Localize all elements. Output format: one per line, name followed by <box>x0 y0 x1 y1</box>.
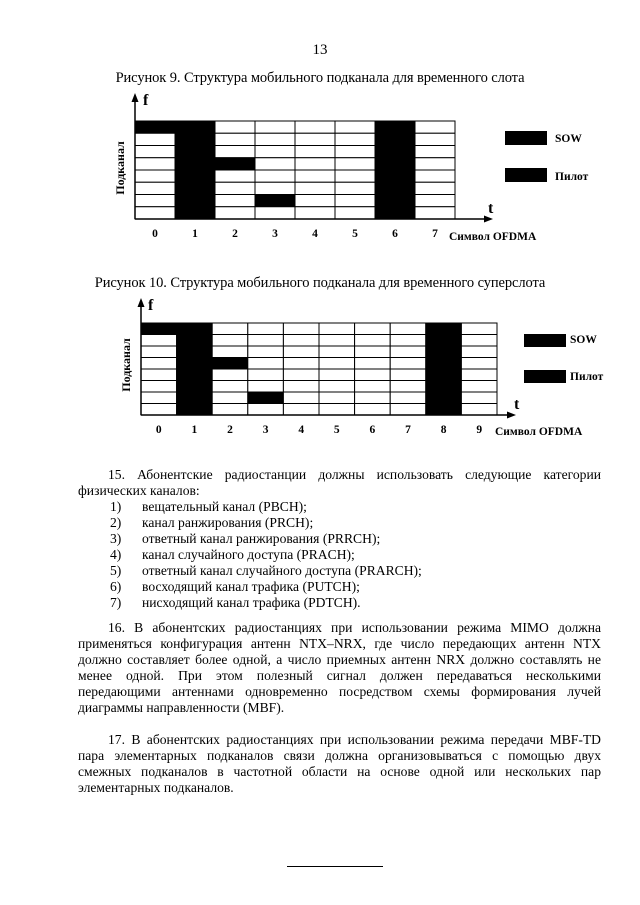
grid-cell <box>355 392 391 404</box>
list-item: 7) нисходящий канал трафика (PDTCH). <box>110 595 361 610</box>
figure10-caption: Рисунок 10. Структура мобильного подканала для временного суперслота <box>94 275 546 291</box>
grid-cell <box>415 158 455 170</box>
filled-cell <box>175 146 215 158</box>
filled-cell <box>248 392 284 404</box>
filled-cell <box>175 182 215 194</box>
grid-cell <box>255 158 295 170</box>
filled-cell <box>375 207 415 219</box>
grid-cell <box>255 121 295 133</box>
grid-cell <box>415 195 455 207</box>
x-tick-label: 6 <box>392 228 398 240</box>
grid-cell <box>141 346 177 358</box>
grid-cell <box>255 170 295 182</box>
figure10-legend-sow-swatch <box>524 334 566 347</box>
paragraph-16: 16. В абонентских радиостанциях при использовании режима MIMO должна применяться конфигурация антенн NTX–NRX, где число передающих антенн NTX должно составляет более одной, а число приемных антенн NRX должно составлять не менее одной. При этом полезный сигнал должен передаваться несколькими передающими антеннами одновременно посредством схемы формирования лучей диаграммы направленности (MBF). <box>78 620 601 715</box>
grid-cell <box>355 323 391 335</box>
grid-cell <box>335 207 375 219</box>
filled-cell <box>177 323 213 335</box>
grid-cell <box>335 158 375 170</box>
grid-cell <box>255 146 295 158</box>
grid-cell <box>335 170 375 182</box>
filled-cell <box>426 369 462 381</box>
grid-cell <box>215 170 255 182</box>
grid-cell <box>461 381 497 393</box>
grid-cell <box>461 369 497 381</box>
figure9-y-axis-letter: f <box>143 92 149 109</box>
list-item: 3) ответный канал ранжирования (PRRCH); <box>110 531 381 546</box>
filled-cell <box>426 381 462 393</box>
filled-cell <box>135 121 175 133</box>
filled-cell <box>177 392 213 404</box>
grid-cell <box>461 335 497 347</box>
list-item: 2) канал ранжирования (PRCH); <box>110 515 314 530</box>
filled-cell <box>175 121 215 133</box>
grid-cell <box>135 158 175 170</box>
filled-cell <box>375 158 415 170</box>
grid-cell <box>295 121 335 133</box>
grid-cell <box>248 404 284 416</box>
grid-cell <box>283 369 319 381</box>
grid-cell <box>390 381 426 393</box>
x-tick-label: 6 <box>369 424 376 436</box>
grid-cell <box>215 133 255 145</box>
x-tick-label: 8 <box>440 424 447 436</box>
filled-cell <box>375 133 415 145</box>
grid-cell <box>461 346 497 358</box>
figure9-legend-pilot-label: Пилот <box>555 171 589 183</box>
grid-cell <box>215 195 255 207</box>
figure10-legend-pilot-swatch <box>524 370 566 383</box>
grid-cell <box>335 133 375 145</box>
grid-cell <box>248 381 284 393</box>
x-tick-label: 7 <box>405 424 411 436</box>
grid-cell <box>212 392 248 404</box>
list-item: 4) канал случайного доступа (PRACH); <box>110 547 355 562</box>
filled-cell <box>426 346 462 358</box>
filled-cell <box>426 323 462 335</box>
grid-cell <box>319 392 355 404</box>
figure9-x-axis-letter: t <box>488 200 494 217</box>
grid-cell <box>319 346 355 358</box>
grid-cell <box>319 323 355 335</box>
figure10-x-ticks <box>156 424 482 436</box>
figure10-legend-sow-label: SOW <box>570 334 597 346</box>
grid-cell <box>319 381 355 393</box>
filled-cell <box>177 358 213 370</box>
x-tick-label: 4 <box>298 424 305 436</box>
grid-cell <box>141 381 177 393</box>
x-tick-label: 3 <box>262 424 269 436</box>
filled-cell <box>175 158 215 170</box>
grid-cell <box>335 195 375 207</box>
filled-cell <box>177 346 213 358</box>
filled-cell <box>426 335 462 347</box>
x-tick-label: 1 <box>191 424 198 436</box>
grid-cell <box>415 170 455 182</box>
grid-cell <box>212 381 248 393</box>
grid-cell <box>215 146 255 158</box>
paragraph-15-intro: 15. Абонентские радиостанции должны использовать следующие категории физических каналов: <box>78 467 601 498</box>
grid-cell <box>295 207 335 219</box>
figure10-diagram <box>0 290 640 450</box>
filled-cell <box>375 121 415 133</box>
grid-cell <box>212 323 248 335</box>
grid-cell <box>212 335 248 347</box>
figure10-x-axis-label: Символ OFDMA <box>495 426 583 438</box>
grid-cell <box>215 182 255 194</box>
x-tick-label: 5 <box>333 424 340 436</box>
list-item: 5) ответный канал случайного доступа (PRARCH); <box>110 563 422 578</box>
grid-cell <box>212 369 248 381</box>
grid-cell <box>461 358 497 370</box>
grid-cell <box>355 369 391 381</box>
grid-cell <box>295 170 335 182</box>
x-tick-label: 2 <box>232 228 238 240</box>
grid-cell <box>390 335 426 347</box>
grid-cell <box>141 335 177 347</box>
grid-cell <box>390 346 426 358</box>
grid-cell <box>390 404 426 416</box>
grid-cell <box>415 207 455 219</box>
filled-cell <box>375 170 415 182</box>
grid-cell <box>212 346 248 358</box>
x-tick-label: 3 <box>272 228 278 240</box>
filled-cell <box>215 158 255 170</box>
grid-cell <box>141 404 177 416</box>
x-tick-label: 7 <box>432 228 438 240</box>
grid-cell <box>135 207 175 219</box>
filled-cell <box>177 404 213 416</box>
grid-cell <box>319 335 355 347</box>
filled-cell <box>175 133 215 145</box>
figure10-grid <box>141 323 497 415</box>
figure10-x-axis-letter: t <box>514 396 520 413</box>
x-tick-label: 4 <box>312 228 318 240</box>
figure9-y-axis-label: Подканал <box>113 141 127 195</box>
filled-cell <box>141 323 177 335</box>
x-tick-label: 9 <box>476 424 483 436</box>
grid-cell <box>248 335 284 347</box>
grid-cell <box>390 358 426 370</box>
x-tick-label: 0 <box>155 424 162 436</box>
grid-cell <box>295 133 335 145</box>
x-tick-label: 2 <box>227 424 233 436</box>
figure9-y-axis-arrow <box>132 93 139 102</box>
figure10-y-axis-label: Подканал <box>119 338 133 392</box>
figure10-legend-pilot-label: Пилот <box>570 371 604 383</box>
grid-cell <box>255 207 295 219</box>
grid-cell <box>390 323 426 335</box>
figure9-legend-sow-label: SOW <box>555 133 582 145</box>
grid-cell <box>335 182 375 194</box>
grid-cell <box>135 146 175 158</box>
figure9-legend-sow-swatch <box>505 131 547 145</box>
grid-cell <box>319 369 355 381</box>
grid-cell <box>335 121 375 133</box>
list-item: 1) вещательный канал (PBCH); <box>110 499 307 514</box>
filled-cell <box>177 369 213 381</box>
figure10-y-axis-letter: f <box>148 297 154 314</box>
filled-cell <box>212 358 248 370</box>
grid-cell <box>141 369 177 381</box>
figure9-caption: Рисунок 9. Структура мобильного подканала для временного слота <box>115 70 525 86</box>
grid-cell <box>255 133 295 145</box>
figure9-x-ticks <box>152 228 438 240</box>
filled-cell <box>175 207 215 219</box>
grid-cell <box>283 392 319 404</box>
filled-cell <box>175 170 215 182</box>
grid-cell <box>355 346 391 358</box>
grid-cell <box>355 358 391 370</box>
filled-cell <box>177 335 213 347</box>
grid-cell <box>135 170 175 182</box>
grid-cell <box>248 346 284 358</box>
grid-cell <box>415 121 455 133</box>
grid-cell <box>390 392 426 404</box>
grid-cell <box>319 358 355 370</box>
filled-cell <box>426 392 462 404</box>
filled-cell <box>175 195 215 207</box>
filled-cell <box>375 182 415 194</box>
filled-cell <box>426 404 462 416</box>
x-tick-label: 5 <box>352 228 358 240</box>
filled-cell <box>255 195 295 207</box>
list-item: 6) восходящий канал трафика (PUTCH); <box>110 579 360 594</box>
grid-cell <box>135 182 175 194</box>
grid-cell <box>295 182 335 194</box>
figure10-y-axis-arrow <box>138 298 145 307</box>
grid-cell <box>355 381 391 393</box>
grid-cell <box>415 133 455 145</box>
filled-cell <box>426 358 462 370</box>
page-number: 13 <box>312 42 328 58</box>
grid-cell <box>319 404 355 416</box>
grid-cell <box>283 381 319 393</box>
filled-cell <box>177 381 213 393</box>
figure9-diagram <box>0 0 640 260</box>
grid-cell <box>295 195 335 207</box>
grid-cell <box>415 182 455 194</box>
grid-cell <box>135 133 175 145</box>
grid-cell <box>283 358 319 370</box>
grid-cell <box>415 146 455 158</box>
grid-cell <box>283 323 319 335</box>
grid-cell <box>215 121 255 133</box>
grid-cell <box>335 146 375 158</box>
grid-cell <box>212 404 248 416</box>
grid-cell <box>248 369 284 381</box>
closing-rule <box>287 866 383 867</box>
grid-cell <box>461 392 497 404</box>
grid-cell <box>215 207 255 219</box>
grid-cell <box>283 346 319 358</box>
grid-cell <box>141 392 177 404</box>
filled-cell <box>375 146 415 158</box>
grid-cell <box>248 323 284 335</box>
grid-cell <box>355 335 391 347</box>
paragraph-17: 17. В абонентских радиостанциях при использовании режима передачи MBF-TD пара элементарных подканалов связи должна организовываться с помощью двух смежных подканалов в частотной области на основе одной или нескольких пар элементарных подканалов. <box>78 732 601 795</box>
grid-cell <box>255 182 295 194</box>
grid-cell <box>390 369 426 381</box>
grid-cell <box>461 404 497 416</box>
figure9-grid <box>135 121 455 219</box>
grid-cell <box>283 335 319 347</box>
grid-cell <box>283 404 319 416</box>
grid-cell <box>135 195 175 207</box>
figure9-legend-pilot-swatch <box>505 168 547 182</box>
x-tick-label: 1 <box>192 228 198 240</box>
grid-cell <box>295 158 335 170</box>
grid-cell <box>295 146 335 158</box>
channel-list <box>110 499 633 611</box>
grid-cell <box>355 404 391 416</box>
figure9-x-axis-label: Символ OFDMA <box>449 231 537 243</box>
grid-cell <box>248 358 284 370</box>
grid-cell <box>141 358 177 370</box>
grid-cell <box>461 323 497 335</box>
filled-cell <box>375 195 415 207</box>
x-tick-label: 0 <box>152 228 158 240</box>
